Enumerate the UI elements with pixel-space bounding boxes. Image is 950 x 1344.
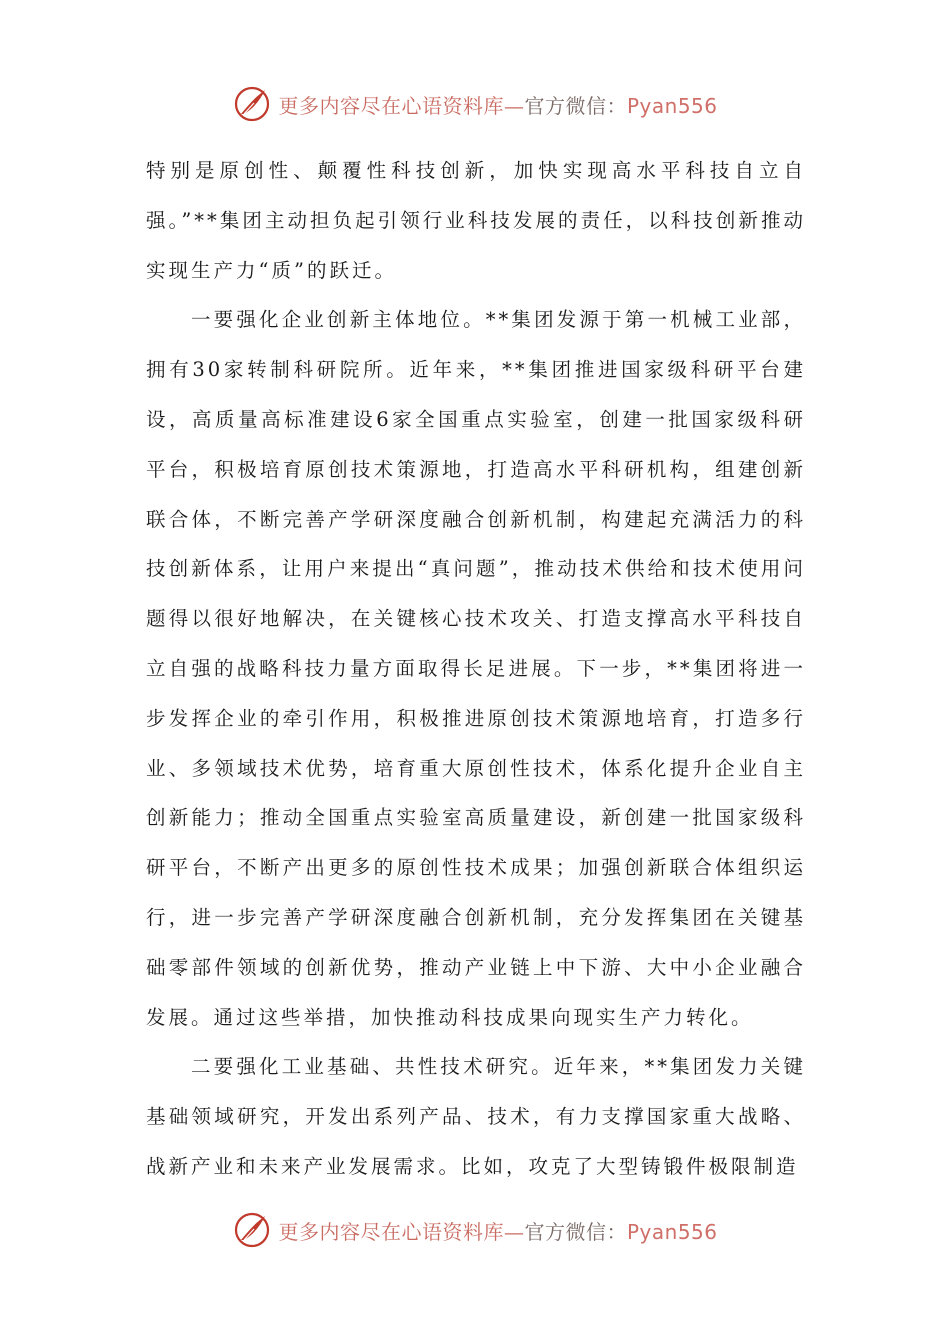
header-watermark-banner xyxy=(0,82,950,126)
header-banner-brand: 更多内容尽在心语资料库 xyxy=(278,93,504,118)
quill-logo-icon xyxy=(232,1210,272,1250)
header-banner-dash: — xyxy=(503,93,525,118)
paragraph-1: 特别是原创性、颠覆性科技创新，加快实现高水平科技自立自强。”**集团主动担负起引领行业科技发展的责任，以科技创新推动实现生产力“质”的跃迁。 xyxy=(146,159,806,282)
quill-logo-icon xyxy=(232,84,272,124)
footer-banner-wechat-label: 官方微信： xyxy=(524,1219,627,1244)
paragraph-3: 二要强化工业基础、共性技术研究。近年来，**集团发力关键基础领域研究，开发出系列产品、技术，有力支撑国家重大战略、战新产业和未来产业发展需求。比如，攻克了大型铸锻件极限制造 xyxy=(146,1055,806,1178)
header-banner-wechat-id: Pyan556 xyxy=(626,93,718,118)
document-body xyxy=(146,146,806,1192)
footer-banner-brand: 更多内容尽在心语资料库 xyxy=(278,1219,504,1244)
footer-banner-text xyxy=(278,1216,717,1245)
footer-banner-wechat-id: Pyan556 xyxy=(626,1219,718,1244)
header-banner-text xyxy=(278,90,717,119)
footer-banner-dash: — xyxy=(503,1219,525,1244)
paragraph-2: 一要强化企业创新主体地位。**集团发源于第一机械工业部，拥有30家转制科研院所。近年来，**集团推进国家级科研平台建设，高质量高标准建设6家全国重点实验室，创建一批国家级科研平台，积极培育原创技术策源地，打造高水平科研机构，组建创新联合体，不断完善产学研深度融合创新机制，构建起充满活力的科技创新体系，让用户来提出“真问题”，推动技术供给和技术使用问题得以很好地解决，在关键核心技术攻关、打造支撑高水平科技自立自强的战略科技力量方面取得长足进展。下一步，**集团将进一步发挥企业的牵引作用，积极推进原创技术策源地培育，打造多行业、多领域技术优势，培育重大原创性技术，体系化提升企业自主创新能力；推动全国重点实验室高质量建设，新创建一批国家级科研平台，不断产出更多的原创性技术成果；加强创新联合体组织运行，进一步完善产学研深度融合创新机制，充分发挥集团在关键基础零部件领域的创新优势，推动产业链上中下游、大中小企业融合发展。通过这些举措，加快推动科技成果向现实生产力转化。 xyxy=(146,308,806,1029)
header-banner-wechat-label: 官方微信： xyxy=(524,93,627,118)
footer-watermark-banner xyxy=(0,1208,950,1252)
